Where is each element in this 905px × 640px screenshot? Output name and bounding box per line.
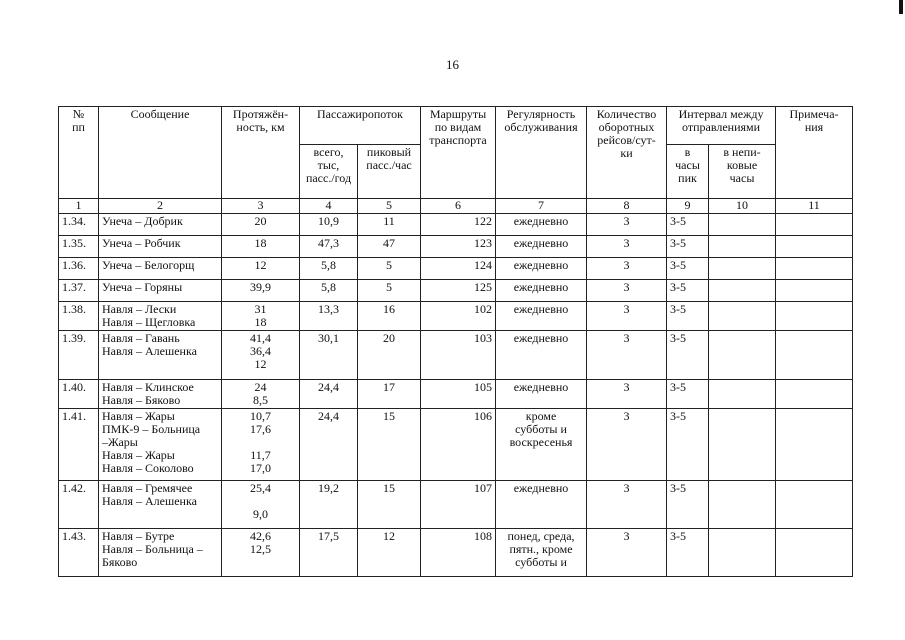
row-number-cell: 1.39. (59, 331, 99, 380)
flow-total-cell: 47,3 (300, 236, 358, 258)
flow-peak-cell: 20 (358, 331, 421, 380)
scan-edge-mark (899, 0, 903, 14)
route-length-cell: 41,4 36,4 12 (222, 331, 300, 380)
regularity-cell: ежедневно (496, 380, 587, 409)
header-route: Сообщение (99, 107, 222, 199)
column-number: 1 (59, 199, 99, 214)
interval-peak-cell: 3-5 (667, 481, 709, 529)
flow-peak-cell: 15 (358, 481, 421, 529)
interval-offpeak-cell (709, 236, 776, 258)
interval-offpeak-cell (709, 409, 776, 481)
table-row (59, 481, 853, 529)
trips-count-cell: 3 (587, 236, 667, 258)
route-length-cell: 10,7 17,6 11,7 17,0 (222, 409, 300, 481)
regularity-cell: ежедневно (496, 236, 587, 258)
flow-total-cell: 30,1 (300, 331, 358, 380)
trips-count-cell: 3 (587, 331, 667, 380)
trips-count-cell: 3 (587, 302, 667, 331)
table-body (59, 214, 853, 577)
column-number: 6 (421, 199, 496, 214)
page-number: 16 (446, 57, 459, 72)
route-name-cell: Унеча – Добрик (99, 214, 222, 236)
route-name-cell: Навля – Лески Навля – Щегловка (99, 302, 222, 331)
row-number-cell: 1.41. (59, 409, 99, 481)
route-number-cell: 106 (421, 409, 496, 481)
interval-peak-cell: 3-5 (667, 380, 709, 409)
trips-count-cell: 3 (587, 258, 667, 280)
header-interval-offpeak: в непи- ковые часы (709, 145, 776, 199)
route-number-cell: 108 (421, 529, 496, 577)
interval-peak-cell: 3-5 (667, 258, 709, 280)
table-row (59, 380, 853, 409)
header-flow-peak: пиковый пасс./час (358, 145, 421, 199)
regularity-cell: ежедневно (496, 331, 587, 380)
column-number: 9 (667, 199, 709, 214)
flow-total-cell: 24,4 (300, 409, 358, 481)
interval-offpeak-cell (709, 481, 776, 529)
notes-cell (776, 258, 853, 280)
interval-peak-cell: 3-5 (667, 409, 709, 481)
regularity-cell: ежедневно (496, 302, 587, 331)
route-length-cell: 24 8,5 (222, 380, 300, 409)
notes-cell (776, 331, 853, 380)
notes-cell (776, 409, 853, 481)
column-number: 10 (709, 199, 776, 214)
notes-cell (776, 481, 853, 529)
route-number-cell: 102 (421, 302, 496, 331)
route-name-cell: Навля – Бутре Навля – Больница – Бяково (99, 529, 222, 577)
route-length-cell: 25,4 9,0 (222, 481, 300, 529)
notes-cell (776, 214, 853, 236)
row-number-cell: 1.40. (59, 380, 99, 409)
header-passenger-flow: Пассажиропоток (300, 107, 421, 145)
route-length-cell: 42,6 12,5 (222, 529, 300, 577)
flow-total-cell: 19,2 (300, 481, 358, 529)
flow-total-cell: 13,3 (300, 302, 358, 331)
table-header (59, 107, 853, 214)
flow-total-cell: 24,4 (300, 380, 358, 409)
interval-offpeak-cell (709, 214, 776, 236)
table-row (59, 302, 853, 331)
column-numbers-row (59, 199, 853, 214)
notes-cell (776, 236, 853, 258)
trips-count-cell: 3 (587, 280, 667, 302)
regularity-cell: ежедневно (496, 481, 587, 529)
table-row (59, 258, 853, 280)
header-length: Протяжён- ность, км (222, 107, 300, 199)
interval-offpeak-cell (709, 280, 776, 302)
row-number-cell: 1.34. (59, 214, 99, 236)
header-routes-by-type: Маршруты по видам транспорта (421, 107, 496, 199)
row-number-cell: 1.42. (59, 481, 99, 529)
table-row (59, 529, 853, 577)
flow-total-cell: 5,8 (300, 258, 358, 280)
trips-count-cell: 3 (587, 481, 667, 529)
route-number-cell: 123 (421, 236, 496, 258)
flow-total-cell: 10,9 (300, 214, 358, 236)
route-length-cell: 20 (222, 214, 300, 236)
route-name-cell: Навля – Гремячее Навля – Алешенка (99, 481, 222, 529)
flow-peak-cell: 47 (358, 236, 421, 258)
route-number-cell: 122 (421, 214, 496, 236)
route-number-cell: 124 (421, 258, 496, 280)
interval-offpeak-cell (709, 258, 776, 280)
routes-table (58, 106, 853, 577)
interval-offpeak-cell (709, 302, 776, 331)
flow-peak-cell: 17 (358, 380, 421, 409)
route-number-cell: 105 (421, 380, 496, 409)
row-number-cell: 1.38. (59, 302, 99, 331)
flow-total-cell: 5,8 (300, 280, 358, 302)
header-interval-peak: в часы пик (667, 145, 709, 199)
column-number: 2 (99, 199, 222, 214)
flow-peak-cell: 12 (358, 529, 421, 577)
interval-peak-cell: 3-5 (667, 331, 709, 380)
flow-total-cell: 17,5 (300, 529, 358, 577)
notes-cell (776, 302, 853, 331)
route-length-cell: 31 18 (222, 302, 300, 331)
flow-peak-cell: 5 (358, 258, 421, 280)
table-row (59, 280, 853, 302)
route-number-cell: 125 (421, 280, 496, 302)
flow-peak-cell: 11 (358, 214, 421, 236)
row-number-cell: 1.35. (59, 236, 99, 258)
notes-cell (776, 380, 853, 409)
flow-peak-cell: 15 (358, 409, 421, 481)
notes-cell (776, 529, 853, 577)
route-name-cell: Унеча – Белогорщ (99, 258, 222, 280)
route-number-cell: 107 (421, 481, 496, 529)
route-name-cell: Навля – Гавань Навля – Алешенка (99, 331, 222, 380)
regularity-cell: ежедневно (496, 280, 587, 302)
row-number-cell: 1.37. (59, 280, 99, 302)
table-row (59, 214, 853, 236)
table-row (59, 331, 853, 380)
trips-count-cell: 3 (587, 409, 667, 481)
column-number: 3 (222, 199, 300, 214)
interval-peak-cell: 3-5 (667, 529, 709, 577)
regularity-cell: ежедневно (496, 214, 587, 236)
route-name-cell: Навля – Жары ПМК-9 – Больница –Жары Навля – Жары Навля – Соколово (99, 409, 222, 481)
header-notes: Примеча- ния (776, 107, 853, 199)
row-number-cell: 1.43. (59, 529, 99, 577)
trips-count-cell: 3 (587, 529, 667, 577)
route-name-cell: Унеча – Горяны (99, 280, 222, 302)
trips-count-cell: 3 (587, 380, 667, 409)
regularity-cell: ежедневно (496, 258, 587, 280)
row-number-cell: 1.36. (59, 258, 99, 280)
header-num: № пп (59, 107, 99, 199)
interval-offpeak-cell (709, 380, 776, 409)
interval-offpeak-cell (709, 331, 776, 380)
flow-peak-cell: 16 (358, 302, 421, 331)
notes-cell (776, 280, 853, 302)
table-row (59, 409, 853, 481)
trips-count-cell: 3 (587, 214, 667, 236)
route-length-cell: 18 (222, 236, 300, 258)
header-trips: Количество оборотных рейсов/сут- ки (587, 107, 667, 199)
column-number: 5 (358, 199, 421, 214)
regularity-cell: понед, среда, пятн., кроме субботы и (496, 529, 587, 577)
interval-peak-cell: 3-5 (667, 280, 709, 302)
flow-peak-cell: 5 (358, 280, 421, 302)
route-length-cell: 12 (222, 258, 300, 280)
column-number: 7 (496, 199, 587, 214)
column-number: 8 (587, 199, 667, 214)
header-regularity: Регулярность обслуживания (496, 107, 587, 199)
column-number: 11 (776, 199, 853, 214)
interval-peak-cell: 3-5 (667, 236, 709, 258)
table-row (59, 236, 853, 258)
route-name-cell: Унеча – Робчик (99, 236, 222, 258)
regularity-cell: кроме субботы и воскресенья (496, 409, 587, 481)
interval-offpeak-cell (709, 529, 776, 577)
header-interval: Интервал между отправлениями (667, 107, 776, 145)
interval-peak-cell: 3-5 (667, 214, 709, 236)
route-name-cell: Навля – Клинское Навля – Бяково (99, 380, 222, 409)
header-flow-total: всего, тыс, пасс./год (300, 145, 358, 199)
route-number-cell: 103 (421, 331, 496, 380)
column-number: 4 (300, 199, 358, 214)
route-length-cell: 39,9 (222, 280, 300, 302)
interval-peak-cell: 3-5 (667, 302, 709, 331)
